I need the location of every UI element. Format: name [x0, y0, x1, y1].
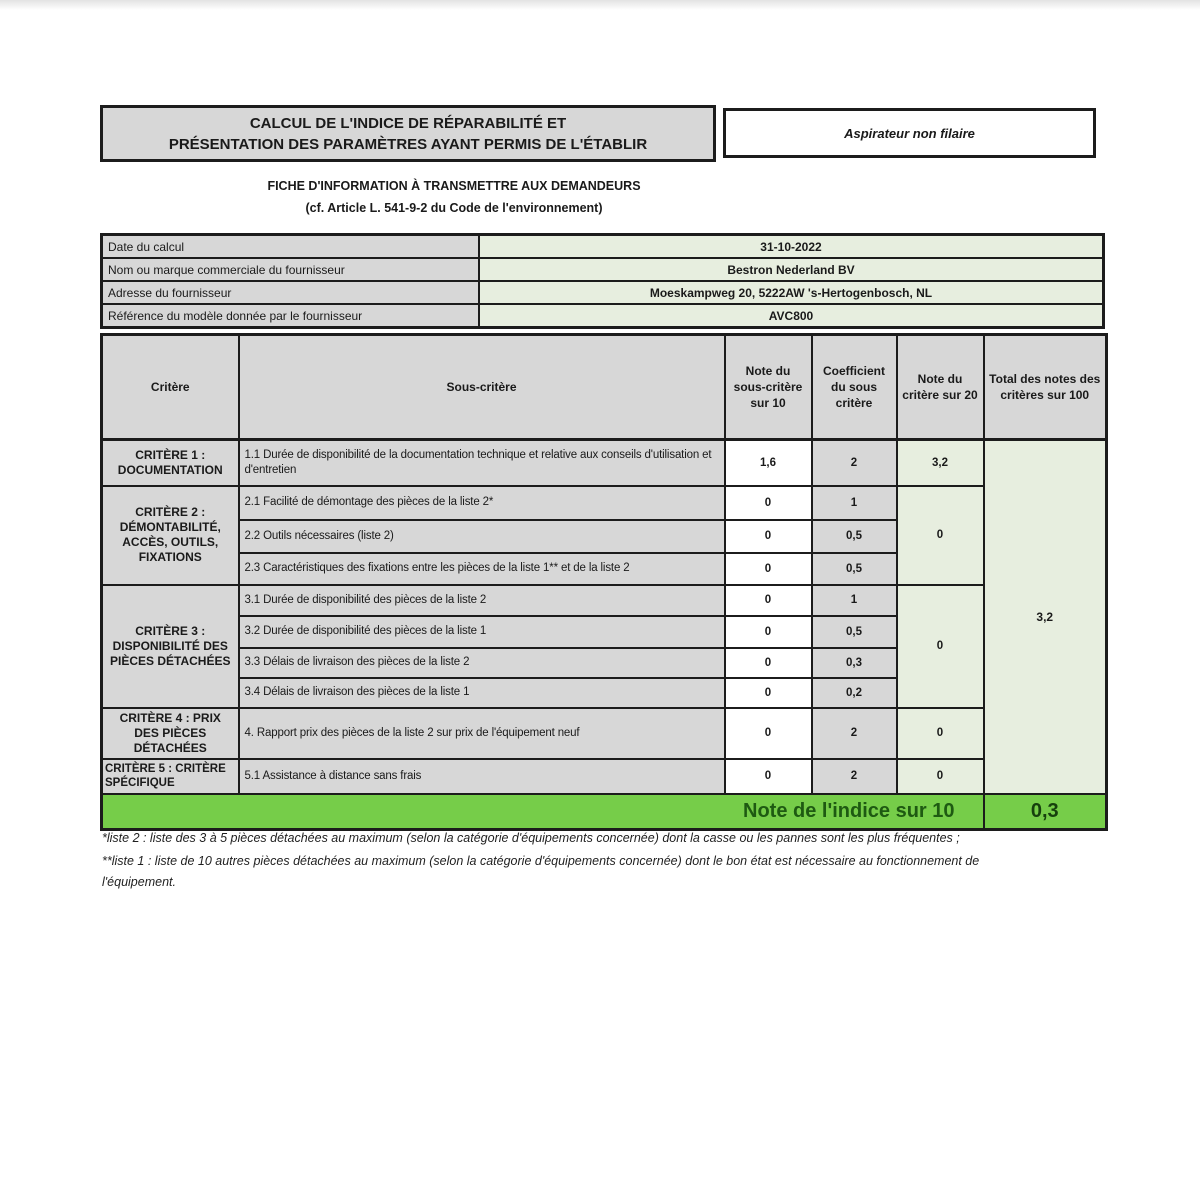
supplier-info-table [100, 233, 1105, 329]
footnotes [102, 828, 1050, 895]
sub-2-3-coef: 0,5 [812, 553, 897, 585]
sub-2-1-coef: 1 [812, 486, 897, 520]
sub-2-2-label: 2.2 Outils nécessaires (liste 2) [239, 520, 725, 553]
sub-5-1-coef: 2 [812, 759, 897, 794]
sub-3-4-label: 3.4 Délais de livraison des pièces de la liste 1 [239, 678, 725, 708]
header-coefficient: Coefficient du sous critère [812, 335, 897, 440]
document-title-line1: CALCUL DE L'INDICE DE RÉPARABILITÉ ET [249, 114, 567, 132]
sub-3-1-note: 0 [725, 585, 812, 616]
product-category-box [723, 108, 1096, 158]
document-title-box [100, 105, 716, 162]
critere-1-note20: 3,2 [897, 440, 984, 486]
critere-5-note20: 0 [897, 759, 984, 794]
sub-3-1-label: 3.1 Durée de disponibilité des pièces de la liste 2 [239, 585, 725, 616]
sub-3-3-note: 0 [725, 648, 812, 678]
table-row-1-1 [102, 440, 1107, 486]
criteria-table [100, 333, 1108, 831]
table-row-2-1 [102, 486, 1107, 520]
sub-3-2-coef: 0,5 [812, 616, 897, 648]
info-row-model-reference [102, 304, 1104, 328]
sub-3-2-label: 3.2 Durée de disponibilité des pièces de la liste 1 [239, 616, 725, 648]
info-label-supplier-address: Adresse du fournisseur [102, 281, 480, 304]
info-row-supplier-address [102, 281, 1104, 304]
critere-4-note20: 0 [897, 708, 984, 759]
sub-3-3-label: 3.3 Délais de livraison des pièces de la liste 2 [239, 648, 725, 678]
sub-2-2-coef: 0,5 [812, 520, 897, 553]
critere-4-label: CRITÈRE 4 : PRIX DES PIÈCES DÉTACHÉES [102, 708, 239, 759]
critere-5-label: CRITÈRE 5 : CRITÈRE SPÉCIFIQUE [102, 759, 239, 794]
header-critere: Critère [102, 335, 239, 440]
table-row-4 [102, 708, 1107, 759]
sub-2-1-note: 0 [725, 486, 812, 520]
sub-2-1-label: 2.1 Facilité de démontage des pièces de la liste 2* [239, 486, 725, 520]
sub-3-4-coef: 0,2 [812, 678, 897, 708]
info-value-supplier-address: Moeskampweg 20, 5222AW 's-Hertogenbosch, NL [479, 281, 1104, 304]
sub-5-1-label: 5.1 Assistance à distance sans frais [239, 759, 725, 794]
index-summary-value: 0,3 [984, 794, 1107, 830]
info-label-supplier-name: Nom ou marque commerciale du fournisseur [102, 258, 480, 281]
scan-edge-shading [0, 0, 1200, 10]
sub-1-1-label: 1.1 Durée de disponibilité de la documentation technique et relative aux conseils d'utilisation et d'entretien [239, 440, 725, 486]
info-value-date: 31-10-2022 [479, 235, 1104, 259]
sub-3-3-coef: 0,3 [812, 648, 897, 678]
footnote-liste-1: **liste 1 : liste de 10 autres pièces détachées au maximum (selon la catégorie d'équipements concernée) dont le bon état est nécessaire au fonctionnement de l'équipement. [102, 853, 980, 889]
sub-2-3-note: 0 [725, 553, 812, 585]
table-row-5-1 [102, 759, 1107, 794]
sub-1-1-coef: 2 [812, 440, 897, 486]
index-summary-label: Note de l'indice sur 10 [102, 794, 984, 830]
document-title-line2: PRÉSENTATION DES PARAMÈTRES AYANT PERMIS DE L'ÉTABLIR [168, 135, 648, 153]
sub-3-2-note: 0 [725, 616, 812, 648]
critere-3-label: CRITÈRE 3 : DISPONIBILITÉ DES PIÈCES DÉTACHÉES [102, 585, 239, 708]
total-notes-100: 3,2 [984, 440, 1107, 794]
info-value-model-reference: AVC800 [479, 304, 1104, 328]
subtitle-line1: FICHE D'INFORMATION À TRANSMETTRE AUX DEMANDEURS [267, 179, 641, 193]
sub-3-1-coef: 1 [812, 585, 897, 616]
criteria-header-row [102, 335, 1107, 440]
info-row-supplier-name [102, 258, 1104, 281]
sub-2-2-note: 0 [725, 520, 812, 553]
index-summary-row [102, 794, 1107, 830]
product-category-label: Aspirateur non filaire [844, 125, 975, 141]
info-label-date: Date du calcul [102, 235, 480, 259]
sub-4-label: 4. Rapport prix des pièces de la liste 2 sur prix de l'équipement neuf [239, 708, 725, 759]
sub-2-3-label: 2.3 Caractéristiques des fixations entre les pièces de la liste 1** et de la liste 2 [239, 553, 725, 585]
critere-3-note20: 0 [897, 585, 984, 708]
header-sous-critere: Sous-critère [239, 335, 725, 440]
sub-4-note: 0 [725, 708, 812, 759]
header-note-sous-critere: Note du sous-critère sur 10 [725, 335, 812, 440]
header-total-100: Total des notes des critères sur 100 [984, 335, 1107, 440]
document-subtitle [104, 175, 804, 219]
header-note-critere-20: Note du critère sur 20 [897, 335, 984, 440]
sub-5-1-note: 0 [725, 759, 812, 794]
footnote-liste-2: *liste 2 : liste des 3 à 5 pièces détachées au maximum (selon la catégorie d'équipements concernée) dont la casse ou les pannes sont les plus fréquentes ; [102, 831, 960, 845]
critere-2-note20: 0 [897, 486, 984, 585]
sub-3-4-note: 0 [725, 678, 812, 708]
table-row-3-1 [102, 585, 1107, 616]
info-label-model-reference: Référence du modèle donnée par le fournisseur [102, 304, 480, 328]
critere-1-label: CRITÈRE 1 : DOCUMENTATION [102, 440, 239, 486]
info-row-date [102, 235, 1104, 259]
subtitle-line2: (cf. Article L. 541-9-2 du Code de l'environnement) [305, 201, 603, 215]
info-value-supplier-name: Bestron Nederland BV [479, 258, 1104, 281]
sub-1-1-note: 1,6 [725, 440, 812, 486]
critere-2-label: CRITÈRE 2 : DÉMONTABILITÉ, ACCÈS, OUTILS, FIXATIONS [102, 486, 239, 585]
sub-4-coef: 2 [812, 708, 897, 759]
